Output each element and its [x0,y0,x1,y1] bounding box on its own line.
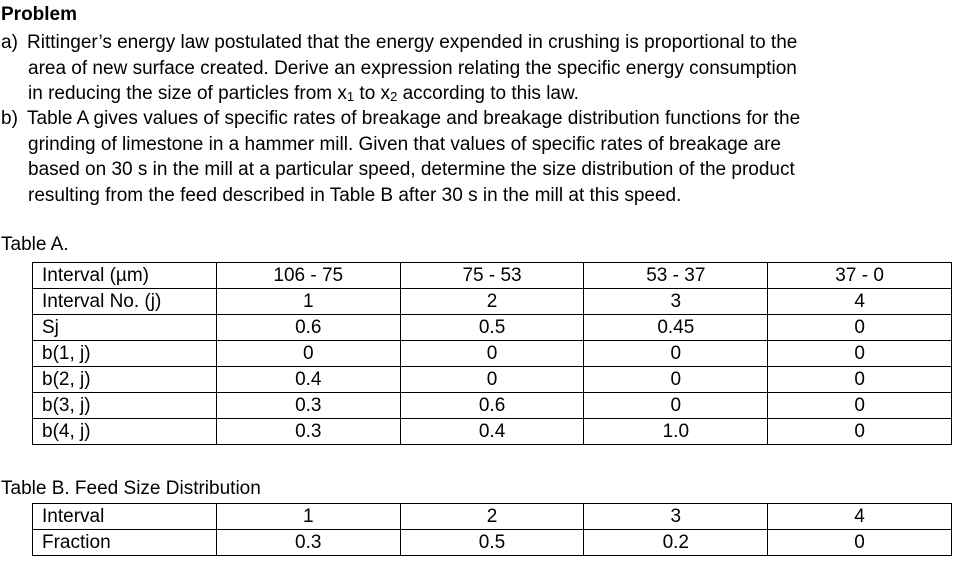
table-cell: 2 [400,504,584,530]
table-cell: 106 - 75 [216,263,400,289]
table-cell: 0 [768,393,952,419]
part-a-text [1,30,951,107]
part-b-line-4: resulting from the feed described in Table B after 30 s in the mill at this speed. [28,184,682,206]
table-row [33,530,952,556]
table-row [33,504,952,530]
table-a [32,262,952,445]
part-a-line-3-middle: to x [354,83,391,104]
part-b-line-2: grinding of limestone in a hammer mill. Given that values of specific rates of breakage are [28,133,781,155]
part-b-line-1: Table A gives values of specific rates of breakage and breakage distribution functions for the [27,108,801,129]
table-a-caption: Table A. [1,234,69,255]
table-cell: 4 [768,289,952,315]
table-cell: 0.3 [216,393,400,419]
table-cell: 3 [584,504,768,530]
table-cell: 0.6 [216,315,400,341]
table-cell: 0 [768,341,952,367]
table-cell: 0 [768,530,952,556]
table-cell: 0.4 [216,367,400,393]
table-row [33,315,952,341]
table-cell: 0.6 [400,393,584,419]
part-a-marker: a) [1,32,18,53]
table-cell: 0 [584,341,768,367]
row-label: Interval [33,504,217,530]
table-row [33,393,952,419]
part-b-marker: b) [1,108,18,129]
table-cell: 3 [584,289,768,315]
part-a-line-1: Rittinger’s energy law postulated that the energy expended in crushing is proportional to the [27,32,798,53]
table-cell: 1 [216,504,400,530]
row-label: Fraction [33,530,217,556]
part-b-line-3: based on 30 s in the mill at a particular speed, determine the size distribution of the product [28,159,795,180]
part-b-text [1,106,951,208]
table-cell: 53 - 37 [584,263,768,289]
table-row [33,419,952,445]
table-b-caption: Table B. Feed Size Distribution [1,478,261,499]
table-cell: 0 [768,367,952,393]
row-label: Interval No. (j) [33,289,217,315]
row-label: Sj [33,315,217,341]
table-row [33,289,952,315]
table-cell: 0 [768,419,952,445]
table-cell: 0.45 [584,315,768,341]
table-row [33,341,952,367]
table-row [33,367,952,393]
table-cell: 1.0 [584,419,768,445]
table-cell: 75 - 53 [400,263,584,289]
table-row [33,263,952,289]
table-cell: 0 [216,341,400,367]
table-cell: 0.3 [216,419,400,445]
table-cell: 0 [768,315,952,341]
table-cell: 1 [216,289,400,315]
part-a-line-3 [1,81,951,107]
problem-heading: Problem [1,4,78,25]
part-a-line-2: area of new surface created. Derive an expression relating the specific energy consumption [28,57,797,79]
table-cell: 0 [400,367,584,393]
part-a-line-3-start: in reducing the size of particles from x [28,83,347,104]
subscript-1: 1 [346,89,355,104]
table-cell: 0 [584,367,768,393]
row-label: Interval (µm) [33,263,217,289]
table-cell: 2 [400,289,584,315]
table-b [32,503,952,556]
table-cell: 0.3 [216,530,400,556]
table-cell: 0.4 [400,419,584,445]
table-cell: 0.5 [400,315,584,341]
row-label: b(3, j) [33,393,217,419]
part-a-line-3-end: according to this law. [397,83,579,104]
subscript-2: 2 [390,89,398,104]
row-label: b(1, j) [33,341,217,367]
table-cell: 37 - 0 [768,263,952,289]
table-cell: 4 [768,504,952,530]
table-cell: 0 [584,393,768,419]
row-label: b(4, j) [33,419,217,445]
row-label: b(2, j) [33,367,217,393]
table-cell: 0.5 [400,530,584,556]
table-cell: 0.2 [584,530,768,556]
table-cell: 0 [400,341,584,367]
